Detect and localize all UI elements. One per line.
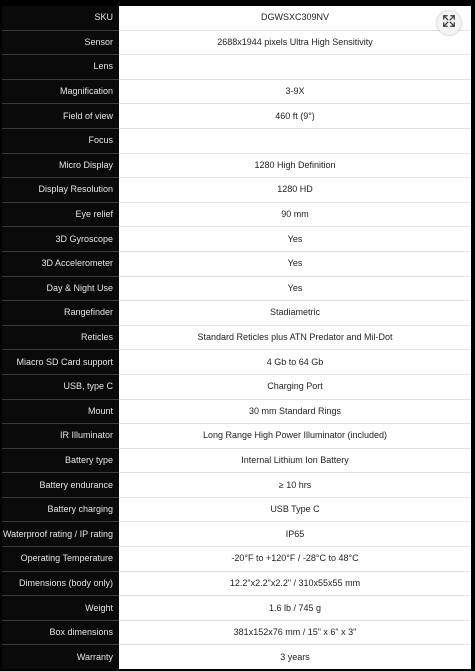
spec-row bbox=[2, 571, 471, 596]
spec-label: Battery endurance bbox=[2, 473, 119, 498]
spec-row bbox=[2, 399, 471, 424]
spec-row bbox=[2, 227, 471, 252]
spec-label: Box dimensions bbox=[2, 620, 119, 645]
spec-row bbox=[2, 6, 471, 30]
spec-label: Weight bbox=[2, 596, 119, 621]
spec-value: 3-9X bbox=[119, 79, 471, 104]
spec-value: Standard Reticles plus ATN Predator and Mil-Dot bbox=[119, 325, 471, 350]
spec-label: Operating Temperature bbox=[2, 547, 119, 572]
spec-label: Battery charging bbox=[2, 497, 119, 522]
spec-row bbox=[2, 178, 471, 203]
spec-label: Magnification bbox=[2, 79, 119, 104]
spec-label: Micro Display bbox=[2, 153, 119, 178]
spec-table bbox=[2, 6, 471, 669]
spec-value: 30 mm Standard Rings bbox=[119, 399, 471, 424]
spec-value: 460 ft (9°) bbox=[119, 104, 471, 129]
spec-value bbox=[119, 55, 471, 80]
spec-value: IP65 bbox=[119, 522, 471, 547]
spec-row bbox=[2, 424, 471, 449]
spec-label: Eye relief bbox=[2, 202, 119, 227]
spec-row bbox=[2, 276, 471, 301]
spec-label: Dimensions (body only) bbox=[2, 571, 119, 596]
spec-value: 4 Gb to 64 Gb bbox=[119, 350, 471, 375]
spec-value: ≥ 10 hrs bbox=[119, 473, 471, 498]
spec-row bbox=[2, 473, 471, 498]
spec-row bbox=[2, 522, 471, 547]
spec-row bbox=[2, 202, 471, 227]
spec-value: Internal Lithium Ion Battery bbox=[119, 448, 471, 473]
spec-label: SKU bbox=[2, 6, 119, 30]
spec-label: Reticles bbox=[2, 325, 119, 350]
spec-value: Charging Port bbox=[119, 374, 471, 399]
spec-value: Stadiametric bbox=[119, 301, 471, 326]
spec-row bbox=[2, 128, 471, 153]
spec-value: Yes bbox=[119, 251, 471, 276]
spec-row bbox=[2, 79, 471, 104]
spec-value: Yes bbox=[119, 227, 471, 252]
spec-label: Lens bbox=[2, 55, 119, 80]
spec-value: 1.6 lb / 745 g bbox=[119, 596, 471, 621]
spec-row bbox=[2, 55, 471, 80]
spec-label: Sensor bbox=[2, 30, 119, 55]
spec-row bbox=[2, 620, 471, 645]
expand-button[interactable] bbox=[437, 11, 461, 35]
spec-value: 1280 HD bbox=[119, 178, 471, 203]
spec-value: 90 mm bbox=[119, 202, 471, 227]
spec-value: 12.2"x2.2"x2.2" / 310x55x55 mm bbox=[119, 571, 471, 596]
spec-row bbox=[2, 374, 471, 399]
spec-value: -20°F to +120°F / -28°C to 48°C bbox=[119, 547, 471, 572]
spec-value bbox=[119, 128, 471, 153]
expand-arrows-icon bbox=[442, 14, 456, 33]
spec-label: IR Illuminator bbox=[2, 424, 119, 449]
spec-value: 1280 High Definition bbox=[119, 153, 471, 178]
spec-row bbox=[2, 645, 471, 669]
spec-value: 381x152x76 mm / 15" x 6" x 3" bbox=[119, 620, 471, 645]
spec-value: USB Type C bbox=[119, 497, 471, 522]
spec-label: Battery type bbox=[2, 448, 119, 473]
spec-label: 3D Accelerometer bbox=[2, 251, 119, 276]
spec-label: Day & Night Use bbox=[2, 276, 119, 301]
spec-row bbox=[2, 153, 471, 178]
spec-row bbox=[2, 596, 471, 621]
spec-row bbox=[2, 350, 471, 375]
spec-label: USB, type C bbox=[2, 374, 119, 399]
spec-label: 3D Gyroscope bbox=[2, 227, 119, 252]
spec-label: Warranty bbox=[2, 645, 119, 669]
spec-row bbox=[2, 301, 471, 326]
spec-label: Field of view bbox=[2, 104, 119, 129]
spec-row bbox=[2, 251, 471, 276]
spec-value: DGWSXC309NV bbox=[119, 6, 471, 30]
spec-value: Long Range High Power Illuminator (included) bbox=[119, 424, 471, 449]
spec-row bbox=[2, 325, 471, 350]
spec-row bbox=[2, 448, 471, 473]
spec-label: Display Resolution bbox=[2, 178, 119, 203]
spec-row bbox=[2, 104, 471, 129]
spec-value: 2688x1944 pixels Ultra High Sensitivity bbox=[119, 30, 471, 55]
spec-label: Miacro SD Card support bbox=[2, 350, 119, 375]
spec-label: Waterproof rating / IP rating bbox=[2, 522, 119, 547]
spec-label: Mount bbox=[2, 399, 119, 424]
spec-row bbox=[2, 30, 471, 55]
spec-label: Focus bbox=[2, 128, 119, 153]
spec-row bbox=[2, 497, 471, 522]
spec-value: 3 years bbox=[119, 645, 471, 669]
spec-value: Yes bbox=[119, 276, 471, 301]
spec-label: Rangefinder bbox=[2, 301, 119, 326]
spec-table-body bbox=[2, 6, 471, 669]
spec-row bbox=[2, 547, 471, 572]
